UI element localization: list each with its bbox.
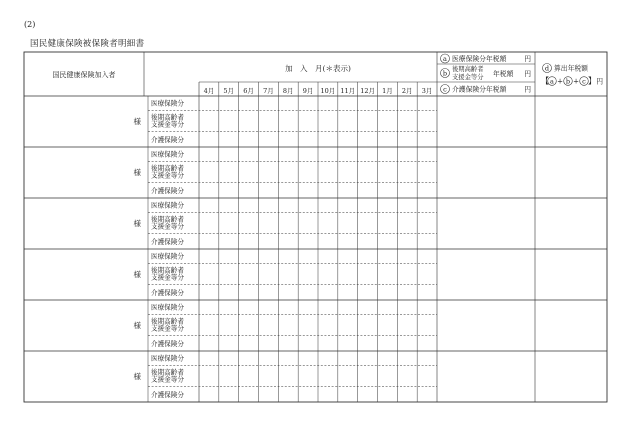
- enrollment-month-header: 加 入 月(＊表示): [285, 64, 351, 73]
- month-label-9: 12月: [360, 87, 375, 95]
- row-elderly-label-2: 支援金等分: [151, 324, 184, 333]
- calc-plus: +: [573, 77, 579, 86]
- row-elderly-label-2: 支援金等分: [151, 375, 184, 384]
- month-label-4: 7月: [263, 87, 274, 95]
- tax-b-unit: 円: [524, 70, 531, 78]
- circle-mark-letter: b: [565, 77, 571, 86]
- bracket-close: 】: [588, 76, 596, 86]
- month-label-2: 5月: [223, 87, 235, 95]
- month-label-3: 6月: [243, 87, 254, 95]
- honorific-sama: 様: [133, 270, 141, 279]
- honorific-sama: 様: [133, 117, 141, 126]
- row-elderly-label-1: 後期高齢者: [151, 113, 184, 122]
- row-care-label: 介護保険分: [151, 288, 184, 297]
- month-label-5: 8月: [282, 87, 294, 95]
- row-care-label: 介護保険分: [151, 237, 184, 246]
- document-title: 国民健康保険被保険者明細書: [30, 39, 145, 49]
- row-care-label: 介護保険分: [151, 390, 184, 399]
- row-elderly-label-1: 後期高齢者: [151, 266, 184, 275]
- circle-mark-letter: b: [442, 69, 448, 78]
- month-label-6: 9月: [302, 87, 314, 95]
- honorific-sama: 様: [133, 321, 141, 330]
- circle-mark-letter: c: [443, 85, 447, 94]
- month-label-1: 4月: [203, 87, 215, 95]
- month-label-10: 1月: [382, 87, 393, 95]
- row-elderly-label-1: 後期高齢者: [151, 164, 184, 173]
- insured-column-header: 国民健康保険加入者: [52, 71, 116, 79]
- honorific-sama: 様: [133, 168, 141, 177]
- row-elderly-label-1: 後期高齢者: [151, 368, 184, 377]
- calc-unit: 円: [596, 77, 603, 86]
- tax-c-unit: 円: [524, 85, 531, 94]
- row-medical-label: 医療保険分: [151, 303, 184, 312]
- month-label-8: 11月: [340, 87, 356, 95]
- row-elderly-label-1: 後期高齢者: [151, 317, 184, 326]
- month-label-12: 3月: [421, 87, 433, 95]
- tax-c-label: 介護保険分年税額: [452, 85, 507, 94]
- row-care-label: 介護保険分: [151, 135, 184, 144]
- month-label-11: 2月: [401, 87, 413, 95]
- row-care-label: 介護保険分: [151, 186, 184, 195]
- month-label-7: 10月: [320, 87, 336, 95]
- row-elderly-label-2: 支援金等分: [151, 222, 184, 231]
- tax-b-label-line1: 後期高齢者: [452, 66, 484, 73]
- honorific-sama: 様: [133, 372, 141, 381]
- row-elderly-label-2: 支援金等分: [151, 273, 184, 282]
- row-elderly-label-2: 支援金等分: [151, 171, 184, 180]
- tax-b-suffix: 年税額: [493, 70, 514, 78]
- tax-a-label: 医療保険分年税額: [452, 55, 507, 63]
- circle-mark-letter: a: [550, 77, 554, 86]
- row-medical-label: 医療保険分: [151, 99, 184, 108]
- calc-label: 算出年税額: [554, 64, 588, 73]
- circle-mark-letter: a: [443, 54, 447, 63]
- circle-mark-letter: d: [544, 64, 550, 73]
- circle-mark-letter: c: [582, 77, 586, 86]
- tax-b-label-line2: 支援金等分: [452, 74, 484, 81]
- table-frame: [24, 52, 607, 402]
- row-medical-label: 医療保険分: [151, 150, 184, 159]
- row-medical-label: 医療保険分: [151, 201, 184, 210]
- row-elderly-label-2: 支援金等分: [151, 120, 184, 129]
- honorific-sama: 様: [133, 219, 141, 228]
- bracket-open: 【: [541, 76, 549, 86]
- row-medical-label: 医療保険分: [151, 354, 184, 363]
- tax-a-unit: 円: [524, 55, 531, 63]
- row-care-label: 介護保険分: [151, 339, 184, 348]
- row-elderly-label-1: 後期高齢者: [151, 215, 184, 224]
- row-medical-label: 医療保険分: [151, 252, 184, 261]
- section-number: (2): [24, 20, 36, 29]
- calc-plus: +: [557, 77, 563, 86]
